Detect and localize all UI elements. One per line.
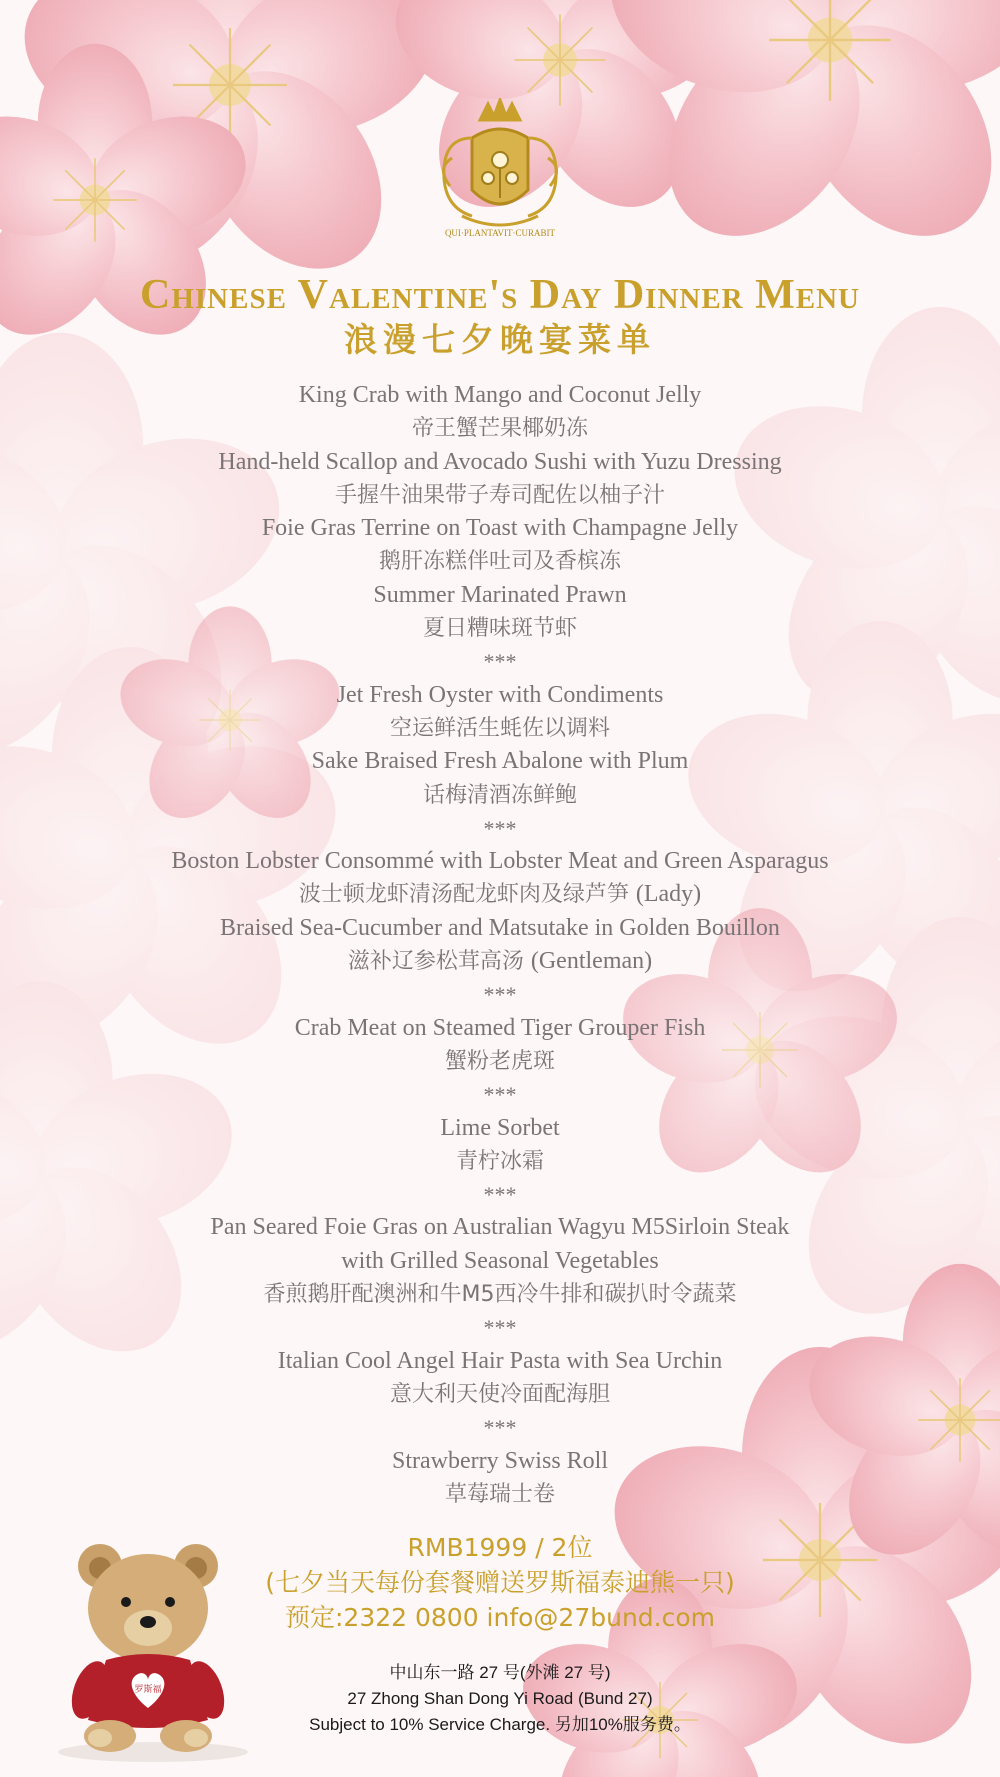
dish-name-chinese — [0, 1278, 1000, 1311]
course-separator — [0, 1411, 1000, 1444]
title-chinese: 浪漫七夕晚宴菜单 — [344, 320, 656, 359]
dish-name-english — [0, 845, 1000, 878]
menu-line-text: 青柠冰霜 — [455, 1148, 544, 1174]
price-text: RMB1999 / 2位 — [407, 1533, 593, 1562]
menu-line-text: *** — [483, 649, 517, 675]
dish-name-english — [0, 1445, 1000, 1478]
course-separator — [0, 812, 1000, 845]
dish-name-english — [0, 679, 1000, 712]
menu-line-text: Braised Sea-Cucumber and Matsutake in Golden Bouillon — [220, 914, 780, 941]
dish-name-english — [0, 512, 1000, 545]
menu-line-text: 空运鲜活生蚝佐以调料 — [389, 715, 610, 741]
title-english: Chinese Valentine's Day Dinner Menu — [140, 272, 860, 318]
menu-line-text: *** — [483, 982, 517, 1008]
dish-name-english — [0, 745, 1000, 778]
menu-line-text: 手握牛油果带子寿司配佐以柚子汁 — [334, 482, 665, 508]
dish-name-chinese — [0, 479, 1000, 512]
course-separator — [0, 645, 1000, 678]
menu-line-text: 波士顿龙虾清汤配龙虾肉及绿芦笋 — [298, 882, 629, 908]
address-english: 27 Zhong Shan Dong Yi Road (Bund 27) — [347, 1689, 653, 1708]
dish-name-chinese — [0, 712, 1000, 745]
dish-name-chinese — [0, 412, 1000, 445]
dish-name-chinese — [0, 1045, 1000, 1078]
dish-name-english — [0, 912, 1000, 945]
dish-name-chinese — [0, 1145, 1000, 1178]
menu-line-text: 夏日糟味斑节虾 — [422, 616, 577, 642]
dish-name-chinese — [0, 1478, 1000, 1511]
menu-line-text: *** — [483, 1082, 517, 1108]
dish-name-english — [0, 1112, 1000, 1145]
menu-line-text: King Crab with Mango and Coconut Jelly — [298, 382, 702, 408]
menu-line-text: *** — [483, 1315, 517, 1341]
menu-line-text: 草莓瑞士卷 — [444, 1481, 555, 1507]
dish-name-chinese — [0, 945, 1000, 978]
menu-line-text: 香煎鹅肝配澳洲和牛M5西冷牛排和碳扒时令蔬菜 — [263, 1282, 737, 1308]
course-separator — [0, 978, 1000, 1011]
menu-line-text: 话梅清酒冻鲜鲍 — [422, 782, 577, 808]
menu-line-text: Italian Cool Angel Hair Pasta with Sea Urchin — [277, 1347, 723, 1374]
crest-logo — [432, 98, 568, 256]
menu-line-text: Boston Lobster Consommé with Lobster Meat and Green Asparagus — [171, 848, 829, 875]
menu-line-text: with Grilled Seasonal Vegetables — [341, 1247, 659, 1274]
dish-name-english — [0, 1012, 1000, 1045]
menu-items — [0, 379, 1000, 1511]
gift-note: (七夕当天每份套餐赠送罗斯福泰迪熊一只) — [265, 1568, 735, 1597]
crest-motto: QUI·PLANTAVIT·CURABIT — [444, 228, 556, 238]
menu-line-text: *** — [483, 815, 517, 841]
menu-line-text: 意大利天使冷面配海胆 — [389, 1381, 610, 1407]
menu-line-text: Foie Gras Terrine on Toast with Champagne Jelly — [261, 515, 739, 542]
menu-line-text: 滋补辽参松茸高汤 — [347, 949, 524, 975]
dish-name-chinese — [0, 545, 1000, 578]
dish-name-english — [0, 379, 1000, 412]
dish-name-chinese — [0, 878, 1000, 911]
dish-name-english — [0, 579, 1000, 612]
menu-line-text: Jet Fresh Oyster with Condiments — [336, 681, 664, 708]
menu-line-text: 鹅肝冻糕伴吐司及香槟冻 — [378, 549, 621, 575]
menu-line-tail: (Lady) — [635, 881, 702, 908]
booking-contact[interactable]: 预定:2322 0800 info@27bund.com — [284, 1603, 716, 1632]
menu-line-text: Pan Seared Foie Gras on Australian Wagyu M5Sirloin Steak — [210, 1214, 790, 1241]
menu-line-text: Lime Sorbet — [440, 1114, 560, 1141]
menu-line-tail: (Gentleman) — [530, 948, 653, 975]
course-separator — [0, 1078, 1000, 1111]
dish-name-english — [0, 1245, 1000, 1278]
dish-name-english — [0, 1211, 1000, 1244]
course-separator — [0, 1178, 1000, 1211]
menu-line-text: Summer Marinated Prawn — [373, 581, 627, 608]
menu-line-text: *** — [483, 1415, 517, 1441]
bear-sweater-text: 罗斯福 — [134, 1685, 162, 1695]
menu-line-text: *** — [483, 1182, 517, 1208]
address-chinese: 中山东一路 27 号(外滩 27 号) — [389, 1663, 611, 1682]
menu-line-text: Strawberry Swiss Roll — [392, 1447, 608, 1474]
menu-line-text: Crab Meat on Steamed Tiger Grouper Fish — [294, 1014, 706, 1041]
menu-line-text: Hand-held Scallop and Avocado Sushi with Yuzu Dressing — [218, 448, 782, 475]
menu-line-text: Sake Braised Fresh Abalone with Plum — [311, 748, 689, 775]
dish-name-chinese — [0, 1378, 1000, 1411]
menu-line-text: 蟹粉老虎斑 — [444, 1048, 555, 1074]
dish-name-chinese — [0, 779, 1000, 812]
course-separator — [0, 1311, 1000, 1344]
dish-name-english — [0, 446, 1000, 479]
service-charge-note: Subject to 10% Service Charge. 另加10%服务费。 — [309, 1715, 691, 1734]
teddy-bear-image — [48, 1530, 258, 1762]
dish-name-chinese — [0, 612, 1000, 645]
menu-line-text: 帝王蟹芒果椰奶冻 — [411, 416, 588, 442]
dish-name-english — [0, 1345, 1000, 1378]
